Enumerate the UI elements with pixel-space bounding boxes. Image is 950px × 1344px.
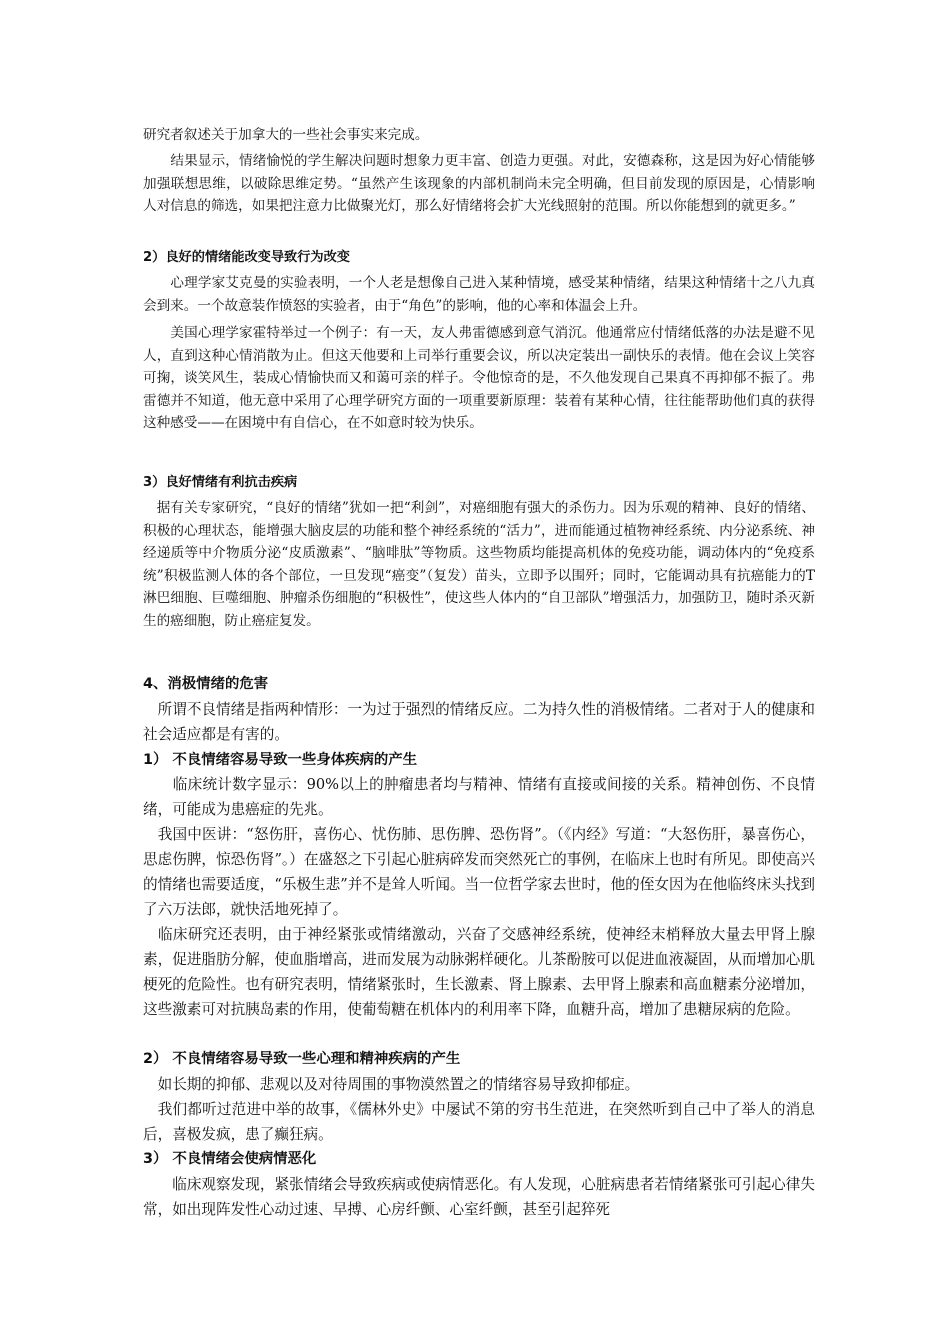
paragraph-canada-intro bbox=[143, 124, 815, 147]
paragraph-text: 心理学家艾克曼的实验表明，一个人老是想像自己进入某种情境，感受某种情绪，结果这种情绪十之八九真会到来。一个故意装作愤怒的实验者，由于“角色”的影响，他的心率和体温会上升。 bbox=[143, 275, 815, 314]
paragraph-text: 据有关专家研究，“良好的情绪”犹如一把“利剑”，对癌细胞有强大的杀伤力。因为乐观的精神、良好的情绪、积极的心理状态，能增强大脑皮层的功能和整个神经系统的“活力”，进而能通过植物神经系统、内分泌系统、神经递质等中介物质分泌“皮质激素”、“脑啡肽”等物质。这些物质均能提高机体的免疫功能，调动体内的“免疫系统”积极监测人体的各个部位，一旦发现“癌变”（复发）苗头，立即予以围歼；同时，它能调动具有抗癌能力的T淋巴细胞、巨噬细胞、肿瘤杀伤细胞的“积极性”，使这些人体内的“自卫部队”增强活力，加强防卫，随时杀灭新生的癌细胞，防止癌症复发。 bbox=[143, 500, 815, 629]
paragraph-chinese-medicine bbox=[143, 822, 815, 922]
heading-mental-disease bbox=[143, 1047, 815, 1071]
paragraph-clinical-observation bbox=[143, 1172, 815, 1222]
paragraph-text: 我国中医讲：“怒伤肝，喜伤心、忧伤肺、思伤脾、恐伤肾”。（《内经》写道：“大怒伤肝，暴喜伤心，思虑伤脾，惊恐伤肾”。）在盛怒之下引起心脏病碎发而突然死亡的事例，在临床上也时有所见。即使高兴的情绪也需要适度，“乐极生悲”并不是耸人听闻。当一位哲学家去世时，他的侄女因为在他临终床头找到了六万法郎，就快活地死掉了。 bbox=[143, 826, 815, 918]
heading-behavior-change bbox=[143, 247, 815, 269]
paragraph-text: 临床研究还表明，由于神经紧张或情绪激动，兴奋了交感神经系统，使神经末梢释放大量去甲肾上腺素，促进脂肪分解，使血脂增高，进而发展为动脉粥样硬化。儿茶酚胺可以促进血液凝固，从而增加心肌梗死的危险性。也有研究表明，情绪紧张时，生长激素、肾上腺素、去甲肾上腺素和高血糖素分泌增加，这些激素可对抗胰岛素的作用，使葡萄糖在机体内的利用率下降，血糖升高，增加了患糖尿病的危险。 bbox=[143, 926, 815, 1018]
paragraph-bad-mood-definition bbox=[143, 697, 815, 747]
paragraph-fan-jin bbox=[143, 1097, 815, 1147]
paragraph-clinical-research bbox=[143, 922, 815, 1022]
paragraph-text: 我们都听过范进中举的故事，《儒林外史》中屡试不第的穷书生范进，在突然听到自己中了举人的消息后，喜极发疯，患了癫狂病。 bbox=[143, 1101, 815, 1143]
heading-negative-harm bbox=[143, 672, 815, 696]
paragraph-text: 临床观察发现，紧张情绪会导致疾病或使病情恶化。有人发现，心脏病患者若情绪紧张可引起心律失常，如出现阵发性心动过速、早搏、心房纤颤、心室纤颤，甚至引起猝死 bbox=[143, 1176, 815, 1218]
section-heading: 2） 不良情绪容易导致一些心理和精神疾病的产生 bbox=[143, 1051, 461, 1067]
heading-worsen-illness bbox=[143, 1147, 815, 1171]
paragraph-ekman bbox=[143, 272, 815, 317]
paragraph-text: 如长期的抑郁、悲观以及对待周围的事物漠然置之的情绪容易导致抑郁症。 bbox=[143, 1076, 640, 1093]
paragraph-text: 结果显示，情绪愉悦的学生解决问题时想象力更丰富、创造力更强。对此，安德森称，这是因为好心情能够加强联想思维，以破除思维定势。“虽然产生该现象的内部机制尚未完全明确，但目前发现的原因是，心情影响人对信息的筛选，如果把注意力比做聚光灯，那么好情绪将会扩大光线照射的范围。所以你能想到的就更多。” bbox=[143, 153, 815, 215]
paragraph-hott bbox=[143, 322, 815, 435]
paragraph-text: 研究者叙述关于加拿大的一些社会事实来完成。 bbox=[143, 127, 429, 143]
paragraph-text: 所谓不良情绪是指两种情形：一为过于强烈的情绪反应。二为持久性的消极情绪。二者对于人的健康和社会适应都是有害的。 bbox=[143, 701, 815, 743]
paragraph-depression bbox=[143, 1072, 815, 1097]
heading-physical-disease bbox=[143, 748, 815, 772]
section-heading: 2）良好的情绪能改变导致行为改变 bbox=[143, 250, 350, 265]
paragraph-tumor-stats bbox=[143, 772, 815, 822]
section-heading: 1） 不良情绪容易导致一些身体疾病的产生 bbox=[143, 752, 418, 768]
paragraph-cancer bbox=[143, 497, 815, 633]
paragraph-results bbox=[143, 150, 815, 218]
section-heading: 3） 不良情绪会使病情恶化 bbox=[143, 1151, 317, 1167]
paragraph-text: 临床统计数字显示：90%以上的肿瘤患者均与精神、情绪有直接或间接的关系。精神创伤、不良情绪，可能成为患癌症的先兆。 bbox=[143, 776, 815, 818]
heading-fight-disease bbox=[143, 472, 815, 494]
section-heading: 4、消极情绪的危害 bbox=[143, 676, 269, 692]
section-heading: 3）良好情绪有利抗击疾病 bbox=[143, 475, 298, 490]
paragraph-text: 美国心理学家霍特举过一个例子：有一天，友人弗雷德感到意气消沉。他通常应付情绪低落的办法是避不见人，直到这种心情消散为止。但这天他要和上司举行重要会议，所以决定装出一副快乐的表情。他在会议上笑容可掬，谈笑风生，装成心情愉快而又和蔼可亲的样子。令他惊奇的是，不久他发现自己果真不再抑郁不振了。弗雷德并不知道，他无意中采用了心理学研究方面的一项重要新原理：装着有某种心情，往往能帮助他们真的获得这种感受——在困境中有自信心，在不如意时较为快乐。 bbox=[143, 325, 815, 432]
